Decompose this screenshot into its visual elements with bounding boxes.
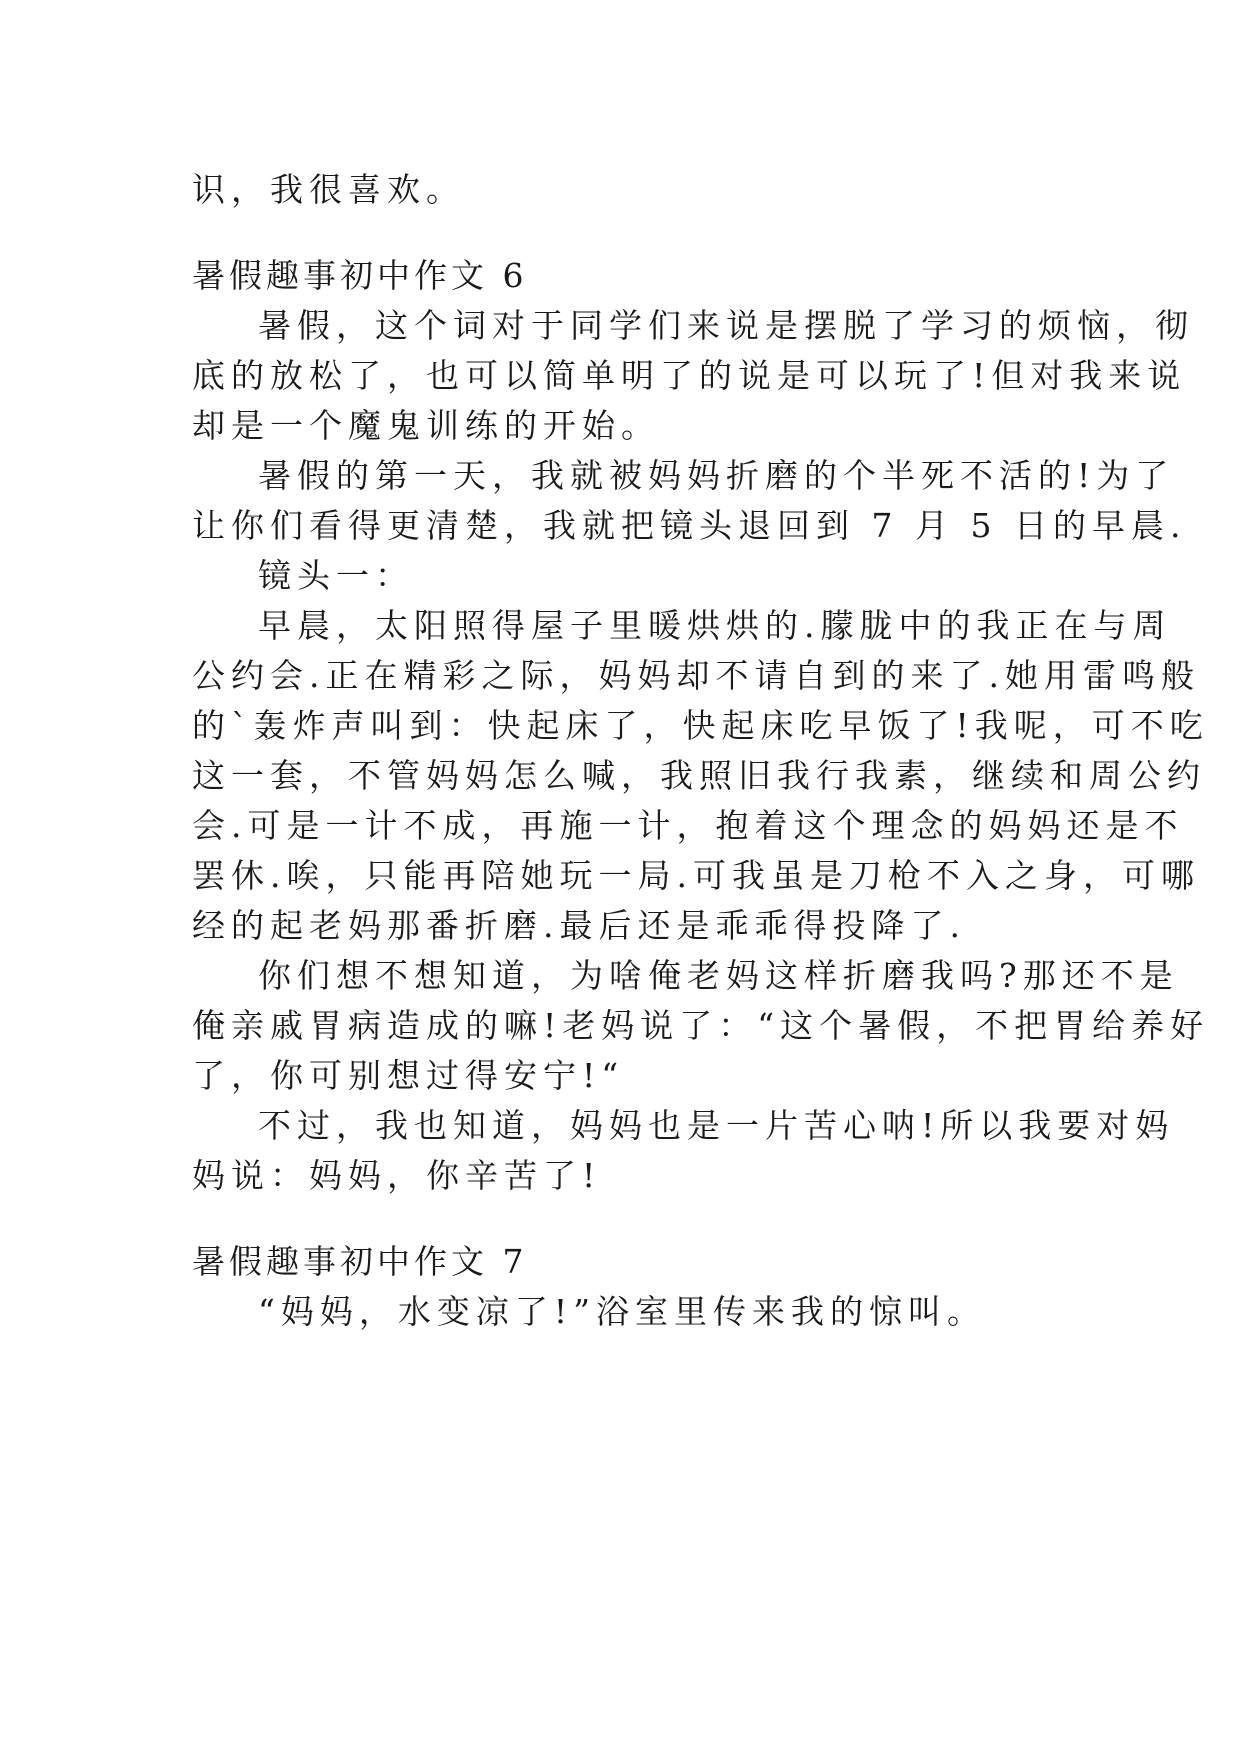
paragraph-line: 暑假，这个词对于同学们来说是摆脱了学习的烦恼，彻: [258, 306, 1194, 345]
paragraph-line: 罢休.唉，只能再陪她玩一局.可我虽是刀枪不入之身，可哪: [192, 856, 1200, 895]
paragraph-line: 让你们看得更清楚，我就把镜头退回到 7 月 5 日的早晨.: [192, 506, 1187, 545]
paragraph-line: 经的起老妈那番折磨.最后还是乖乖得投降了.: [192, 906, 966, 945]
paragraph-line: 不过，我也知道，妈妈也是一片苦心呐!所以我要对妈: [258, 1106, 1175, 1145]
paragraph-line: “妈妈，水变凉了!”浴室里传来我的惊叫。: [258, 1292, 987, 1331]
paragraph-line: 的`轰炸声叫到：快起床了，快起床吃早饭了!我呢，可不吃: [192, 706, 1209, 745]
paragraph-line: 妈说：妈妈，你辛苦了!: [192, 1156, 602, 1195]
paragraph-line: 了，你可别想过得安宁!“: [192, 1056, 625, 1095]
essay-title: 暑假趣事初中作文 7: [192, 1242, 528, 1281]
paragraph-line: 这一套，不管妈妈怎么喊，我照旧我行我素，继续和周公约: [192, 756, 1206, 795]
essay-title: 暑假趣事初中作文 6: [192, 256, 528, 295]
paragraph-line: 底的放松了，也可以简单明了的说是可以玩了!但对我来说: [192, 356, 1187, 395]
paragraph-line: 早晨，太阳照得屋子里暖烘烘的.朦胧中的我正在与周: [258, 606, 1172, 645]
paragraph-line: 暑假的第一天，我就被妈妈折磨的个半死不活的!为了: [258, 456, 1175, 495]
paragraph-line: 镜头一：: [258, 556, 414, 595]
paragraph-line: 会.可是一计不成，再施一计，抱着这个理念的妈妈还是不: [192, 806, 1184, 845]
paragraph-line: 公约会.正在精彩之际，妈妈却不请自到的来了.她用雷鸣般: [192, 656, 1200, 695]
paragraph-line: 却是一个魔鬼训练的开始。: [192, 406, 660, 445]
paragraph-line: 识，我很喜欢。: [192, 170, 465, 209]
paragraph-line: 你们想不想知道，为啥俺老妈这样折磨我吗?那还不是: [258, 956, 1179, 995]
paragraph-line: 俺亲戚胃病造成的嘛!老妈说了：“这个暑假，不把胃给养好: [192, 1006, 1210, 1045]
